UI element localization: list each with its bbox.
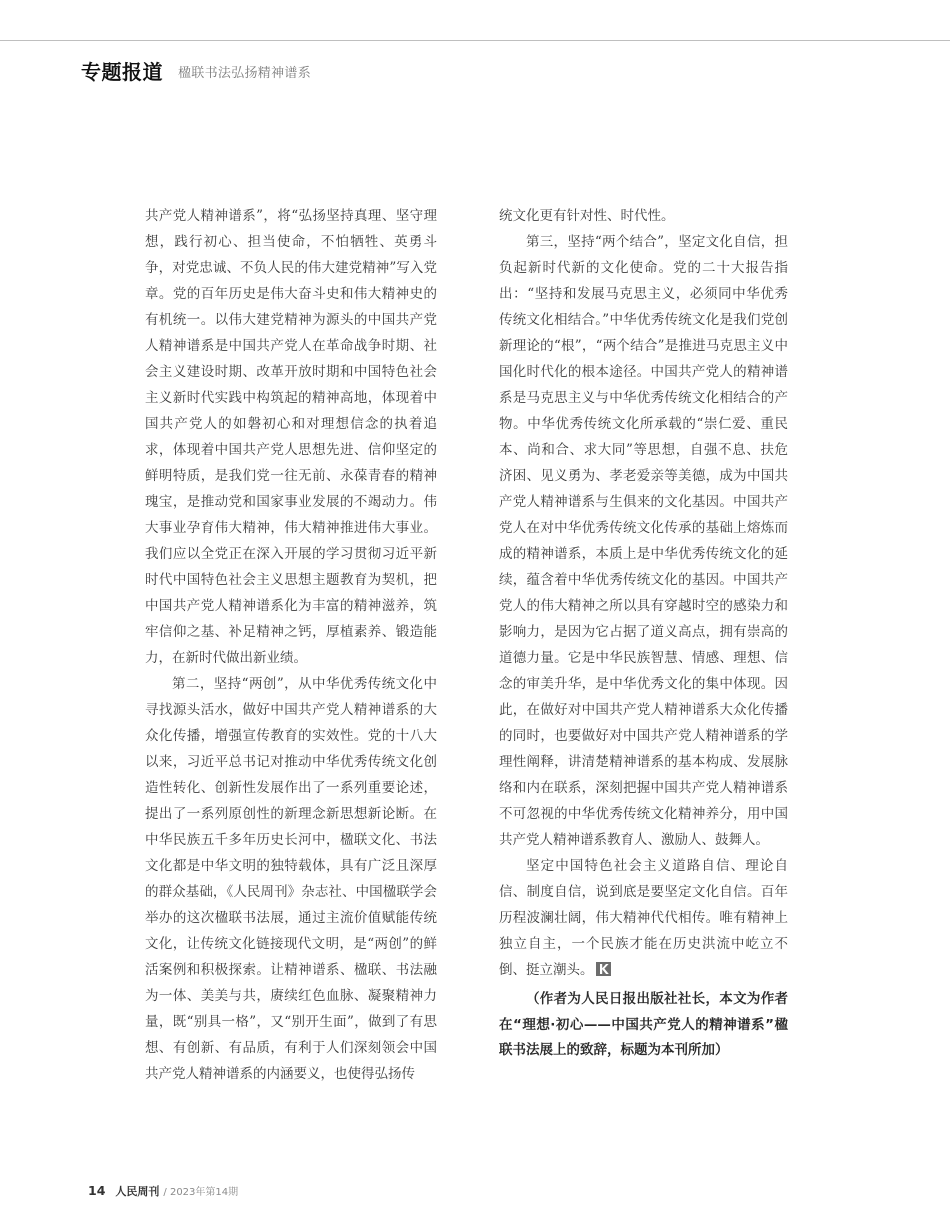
page-header — [81, 58, 311, 84]
issue-label: / 2023年第14期 — [163, 1187, 239, 1198]
top-divider — [0, 40, 950, 41]
k-logo-end-mark-icon — [596, 962, 611, 976]
right-paragraph-2: 第三，坚持“两个结合”，坚定文化自信，担负起新时代新的文化使命。党的二十大报告指出：“坚持和发展马克思主义，必须同中华优秀传统文化相结合。”中华优秀传统文化是我们党创新理论的“根”，“两个结合”是推进马克思主义中国化时代化的根本途径。中国共产党人的精神谱系是马克思主义与中华优秀传统文化相结合的产物。中华优秀传统文化所承载的“崇仁爱、重民本、尚和合、求大同”等思想，自强不息、扶危济困、见义勇为、孝老爱亲等美德，成为中国共产党人精神谱系与生俱来的文化基因。中国共产党人在对中华优秀传统文化传承的基础上熔炼而成的精神谱系，本质上是中华优秀传统文化的延续，蕴含着中华优秀传统文化的基因。中国共产党人的伟大精神之所以具有穿越时空的感染力和影响力，是因为它占据了道义高点，拥有崇高的道德力量。它是中华民族智慧、情感、理想、信念的审美升华，是中华优秀文化的集中体现。因此，在做好对中国共产党人精神谱系大众化传播的同时，也要做好对中国共产党人精神谱系的学理性阐释，讲清楚精神谱系的基本构成、发展脉络和内在联系，深刻把握中国共产党人精神谱系不可忽视的中华优秀传统文化精神养分，用中国共产党人精神谱系教育人、激励人、鼓舞人。 — [499, 234, 788, 848]
author-note: （作者为人民日报出版社社长，本文为作者在“理想·初心——中国共产党人的精神谱系”楹联书法展上的致辞，标题为本刊所加） — [499, 991, 788, 1058]
magazine-name: 人民周刊 — [115, 1185, 160, 1198]
section-title: 专题报道 — [81, 60, 163, 84]
right-column — [499, 203, 788, 1064]
right-paragraph-1: 统文化更有针对性、时代性。 — [499, 208, 675, 224]
left-paragraph-2: 第二，坚持“两创”，从中华优秀传统文化中寻找源头活水，做好中国共产党人精神谱系的大众化传播，增强宣传教育的实效性。党的十八大以来，习近平总书记对推动中华优秀传统文化创造性转化、创新性发展作出了一系列重要论述，提出了一系列原创性的新理念新思想新论断。在中华民族五千多年历史长河中，楹联文化、书法文化都是中华文明的独特载体，具有广泛且深厚的群众基础，《人民周刊》杂志社、中国楹联学会举办的这次楹联书法展，通过主流价值赋能传统文化，让传统文化链接现代文明，是“两创”的鲜活案例和积极探索。让精神谱系、楹联、书法融为一体、美美与共，赓续红色血脉、凝聚精神力量，既“别具一格”，又“别开生面”，做到了有思想、有创新、有品质，有利于人们深刻领会中国共产党人精神谱系的内涵要义，也使得弘扬传 — [145, 676, 437, 1082]
page-footer — [88, 1183, 238, 1199]
left-paragraph-1: 共产党人精神谱系”，将“弘扬坚持真理、坚守理想，践行初心、担当使命，不怕牺牲、英勇斗争，对党忠诚、不负人民的伟大建党精神”写入党章。党的百年历史是伟大奋斗史和伟大精神史的有机统一。以伟大建党精神为源头的中国共产党人精神谱系是中国共产党人在革命战争时期、社会主义建设时期、改革开放时期和中国特色社会主义新时代实践中构筑起的精神高地，体现着中国共产党人的如磐初心和对理想信念的执着追求，体现着中国共产党人思想先进、信仰坚定的鲜明特质，是我们党一往无前、永葆青春的精神瑰宝，是推动党和国家事业发展的不竭动力。伟大事业孕育伟大精神，伟大精神推进伟大事业。我们应以全党正在深入开展的学习贯彻习近平新时代中国特色社会主义思想主题教育为契机，把中国共产党人精神谱系化为丰富的精神滋养，筑牢信仰之基、补足精神之钙，厚植素养、锻造能力，在新时代做出新业绩。 — [145, 208, 437, 666]
page-number: 14 — [88, 1183, 106, 1198]
section-subtitle: 楹联书法弘扬精神谱系 — [178, 66, 312, 81]
closing-text: 坚定中国特色社会主义道路自信、理论自信、制度自信，说到底是要坚定文化自信。百年历程波澜壮阔，伟大精神代代相传。唯有精神上独立自主，一个民族才能在历史洪流中屹立不倒、挺立潮头。 — [499, 858, 788, 978]
left-column — [145, 203, 437, 1087]
right-paragraph-3 — [499, 853, 788, 983]
